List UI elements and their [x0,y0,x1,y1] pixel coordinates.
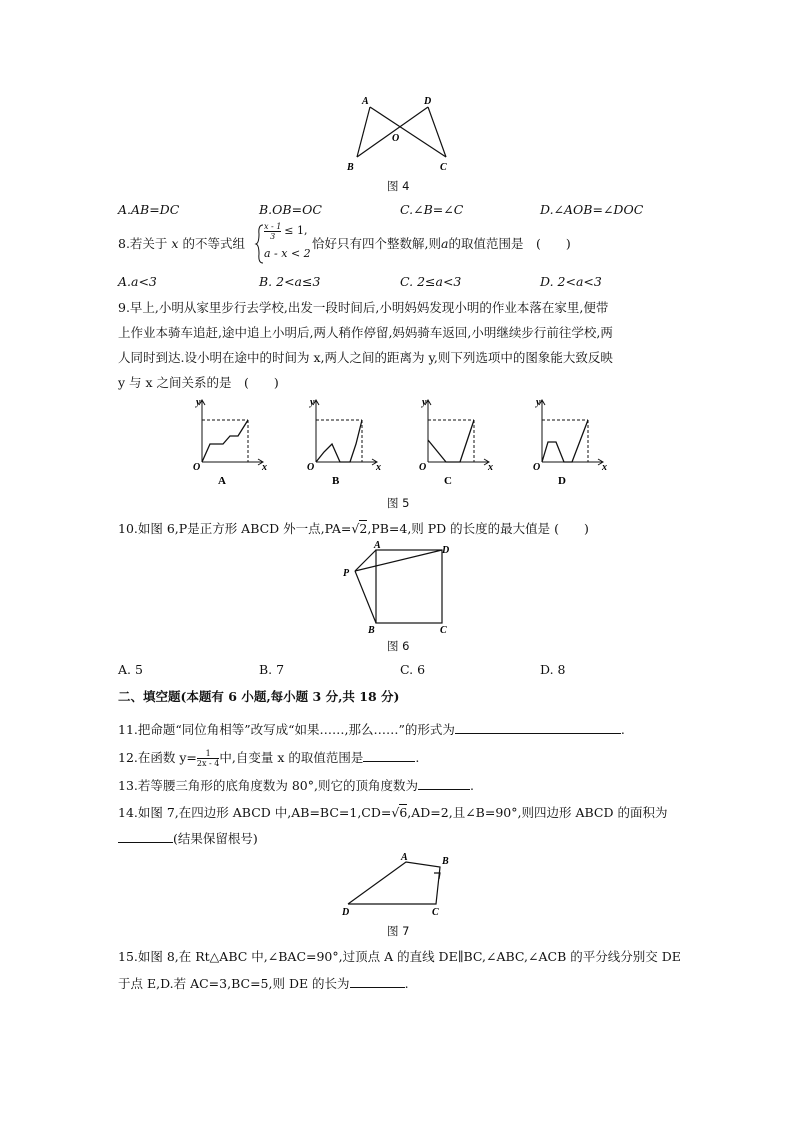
fig6-label-c: C [440,625,447,636]
q8-option-c: C. 2≤a<3 [400,274,462,289]
q8-var-x: x [171,236,179,251]
fig4-label-d: D [424,96,432,107]
fig6-label-p: P [343,568,350,579]
q11-answer-blank[interactable] [455,721,621,734]
graph-d-letter: D [558,475,566,487]
q9-line2: 上作业本骑车追赶,途中追上小明后,两人稍作停留,妈妈骑车返回,小明继续步行前往学校,两 [118,325,613,340]
q14-answer-blank[interactable] [118,830,173,843]
q8-post2: 的取值范围是 ( ) [448,236,571,251]
q15-text: 于点 E,D.若 AC=3,BC=5,则 DE 的长为 [118,976,350,991]
graph-b-letter: B [332,475,340,487]
q12-frac-num: 1 [197,749,219,759]
q12-post: 中,自变量 x 的取值范围是 [219,750,364,765]
q14-sqrt-value: 6 [399,805,408,820]
fig6-label-a: A [374,540,381,551]
q10-question [118,521,589,537]
fig6-label-b: B [368,625,375,636]
graph-c-y: y [422,397,427,408]
q9-graph-d [528,396,613,488]
q11-question: 11.把命题“同位角相等”改写成“如果……,那么……”的形式为 . [118,722,625,737]
graph-c-o: O [419,462,427,473]
graph-a-x: x [262,462,267,473]
q8-sys1-rest: ≤ 1, [284,224,308,237]
q15-answer-blank[interactable] [350,975,405,988]
q8-brace [256,224,264,264]
graph-c-letter: C [444,475,452,487]
fig7-label-b: B [442,856,449,867]
fig6-caption: 图 6 [387,639,410,653]
q8-pre: 8.若关于 [118,236,168,251]
q11-text: 11.把命题“同位角相等”改写成“如果……,那么……”的形式为 [118,722,455,737]
q9-line3: 人同时到达.设小明在途中的时间为 x,两人之间的距离为 y,则下列选项中的图象能大致反映 [118,350,613,365]
graph-d-y: y [536,397,541,408]
fig4-label-b: B [347,162,354,173]
q8-frac-den: 3 [270,232,276,241]
q12-answer-blank[interactable] [363,749,415,762]
figure-6 [340,540,460,640]
q10-option-a: A. 5 [118,662,143,677]
fig6-label-d: D [442,545,450,556]
graph-b-x: x [376,462,381,473]
graph-d-o: O [533,462,541,473]
fig4-label-a: A [362,96,369,107]
q7-option-c: C.∠B=∠C [400,202,464,217]
graph-a-letter: A [218,475,226,487]
q10-option-d: D. 8 [540,662,566,677]
q8-system-line2: a - x < 2 [264,247,311,260]
q8-var-a: a [440,236,449,251]
q10-sqrt-sign: √ [351,521,360,536]
q15-line2: 于点 E,D.若 AC=3,BC=5,则 DE 的长为 . [118,976,409,991]
fig7-label-c: C [432,907,439,918]
q9-line4: y 与 x 之间关系的是 ( ) [118,375,279,390]
fig4-caption: 图 4 [387,179,410,193]
q14-sqrt-sign: √ [391,805,400,820]
graph-b-y: y [310,397,315,408]
section-2-title: 二、填空题(本题有 6 小题,每小题 3 分,共 18 分) [118,689,400,704]
q7-option-b: B.OB=OC [259,202,322,217]
fig4-label-o: O [392,133,400,144]
graph-a-o: O [193,462,201,473]
q9-graph-b [302,396,387,488]
q13-answer-blank[interactable] [418,777,470,790]
q10-post: ,PB=4,则 PD 的长度的最大值是 ( ) [367,521,589,536]
q10-sqrt-value: 2 [359,521,368,536]
q14-post: ,AD=2,且∠B=90°,则四边形 ABCD 的面积为 [407,805,668,820]
figure-4 [340,95,460,175]
q8-system-line1 [264,222,307,241]
q13-question: 13.若等腰三角形的底角度数为 80°,则它的顶角度数为 . [118,778,474,793]
q8-frac-num: x - 1 [264,222,282,231]
graph-a-y: y [196,397,201,408]
q8-option-d: D. 2<a<3 [540,274,602,289]
q14-question [118,805,667,821]
q8-mid: 的不等式组 [182,236,245,251]
q8-option-a: A.a<3 [118,274,157,289]
q9-graph-a [188,396,273,488]
graph-c-x: x [488,462,493,473]
q10-option-b: B. 7 [259,662,285,677]
q9-graph-c [414,396,499,488]
q8-post1: 恰好只有四个整数解,则 [312,236,441,251]
q7-option-d: D.∠AOB=∠DOC [540,202,644,217]
q12-frac-den: 2x - 4 [196,759,220,768]
q15-line1: 15.如图 8,在 Rt△ABC 中,∠BAC=90°,过顶点 A 的直线 DE∥BC,∠ABC,∠ACB 的平分线分别交 DE [118,949,681,964]
graph-b-o: O [307,462,315,473]
q10-option-c: C. 6 [400,662,426,677]
q8-question [118,236,245,252]
q14-note: (结果保留根号) [173,831,258,846]
q10-pre: 10.如图 6,P是正方形 ABCD 外一点,PA= [118,521,352,536]
q14-pre: 14.如图 7,在四边形 ABCD 中,AB=BC=1,CD= [118,805,392,820]
q13-text: 13.若等腰三角形的底角度数为 80°,则它的顶角度数为 [118,778,418,793]
q7-option-a: A.AB=DC [118,202,180,217]
fig7-label-d: D [342,907,350,918]
q12-pre: 12.在函数 y= [118,750,197,765]
q12-question: 12.在函数 y= $\frac{1}{2x - 4}$ 中,自变量 x 的取值范围是 . [118,749,420,768]
q8-option-b: B. 2<a≤3 [259,274,321,289]
fig5-caption: 图 5 [387,496,410,510]
graph-d-x: x [602,462,607,473]
q14-line2 [118,830,258,847]
fig7-caption: 图 7 [387,924,410,938]
figure-7 [338,850,458,920]
q9-line1: 9.早上,小明从家里步行去学校,出发一段时间后,小明妈妈发现小明的作业本落在家里,便带 [118,300,609,315]
fig4-label-c: C [440,162,447,173]
q8-question-tail [312,236,571,252]
fig7-label-a: A [401,852,408,863]
